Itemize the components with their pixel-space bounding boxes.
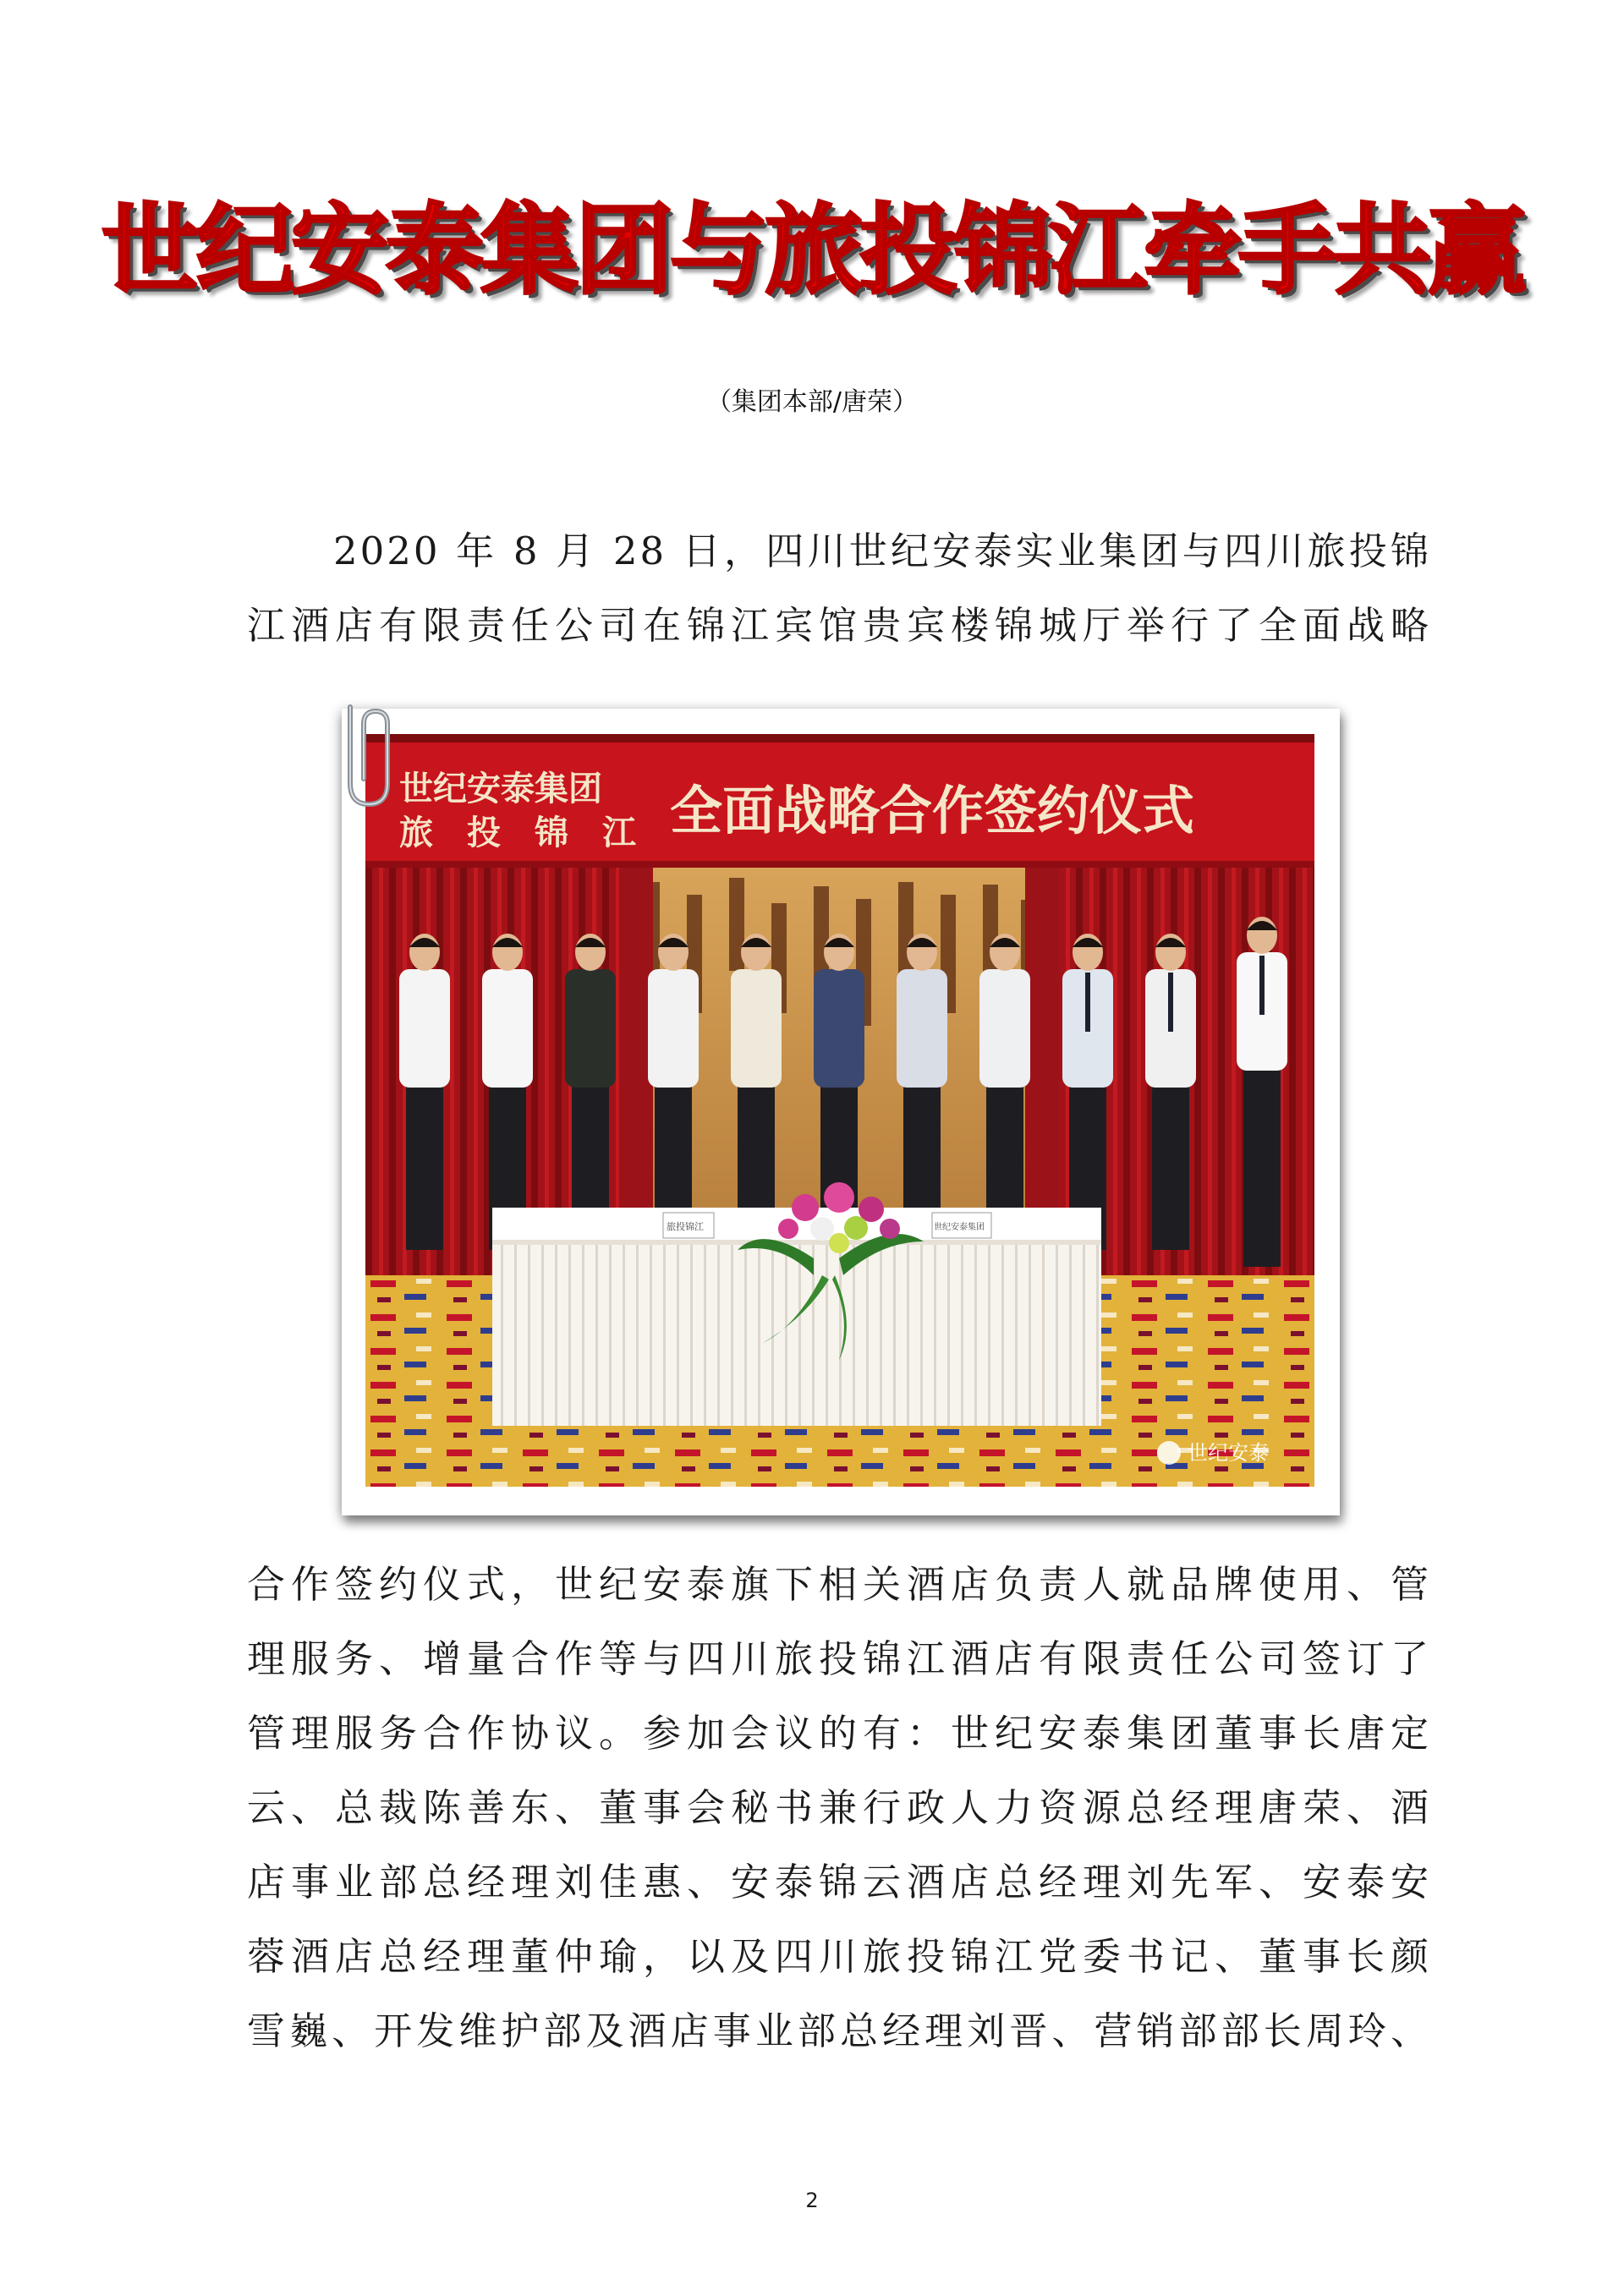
article-byline: （集团本部/唐荣） [705,387,919,417]
person [565,934,616,1250]
page-number: 2 [805,2189,819,2212]
paperclip-icon [325,699,401,817]
banner-right: 全面战略合作签约仪式 [670,780,1195,841]
person [648,934,699,1250]
text-line: 雪巍、开发维护部及酒店事业部总经理刘晋、营销部部长周玲、 [247,2008,1431,2053]
text-line: 店事业部总经理刘佳惠、安泰锦云酒店总经理刘先军、安泰安 [247,1860,1431,1904]
person [1145,934,1196,1250]
banner-left-line2: 旅 投 锦 江 [399,814,636,852]
photo-frame [342,709,1340,1515]
paragraph-body [247,1548,1431,2069]
text-line: 2020 年 8 月 28 日，四川世纪安泰实业集团与四川旅投锦 [333,529,1431,573]
text-line: 管理服务合作协议。参加会议的有：世纪安泰集团董事长唐定 [247,1711,1431,1756]
photo-watermark: 世纪安泰 [1188,1441,1269,1465]
table-card-left: 旅投锦江 [667,1221,704,1232]
person [731,934,782,1250]
text-line: 云、总裁陈善东、董事会秘书兼行政人力资源总经理唐荣、酒 [247,1785,1431,1830]
person [979,934,1030,1250]
person [399,934,450,1250]
banner-left-line1: 世纪安泰集团 [399,770,602,808]
person [482,934,533,1250]
text-line: 理服务、增量合作等与四川旅投锦江酒店有限责任公司签订了 [247,1636,1431,1681]
paragraph-intro [247,514,1431,663]
signing-ceremony-photo [365,734,1314,1487]
text-line: 合作签约仪式，世纪安泰旗下相关酒店负责人就品牌使用、管 [247,1562,1431,1607]
person [1062,934,1113,1250]
text-line: 蓉酒店总经理董仲瑜，以及四川旅投锦江党委书记、董事长颜 [247,1934,1431,1979]
table-card-right: 世纪安泰集团 [934,1223,985,1232]
person [1237,917,1287,1267]
person [897,934,947,1250]
text-line: 江酒店有限责任公司在锦江宾馆贵宾楼锦城厅举行了全面战略 [247,603,1431,648]
article-title: 世纪安泰集团与旅投锦江牵手共赢 [102,194,1522,308]
